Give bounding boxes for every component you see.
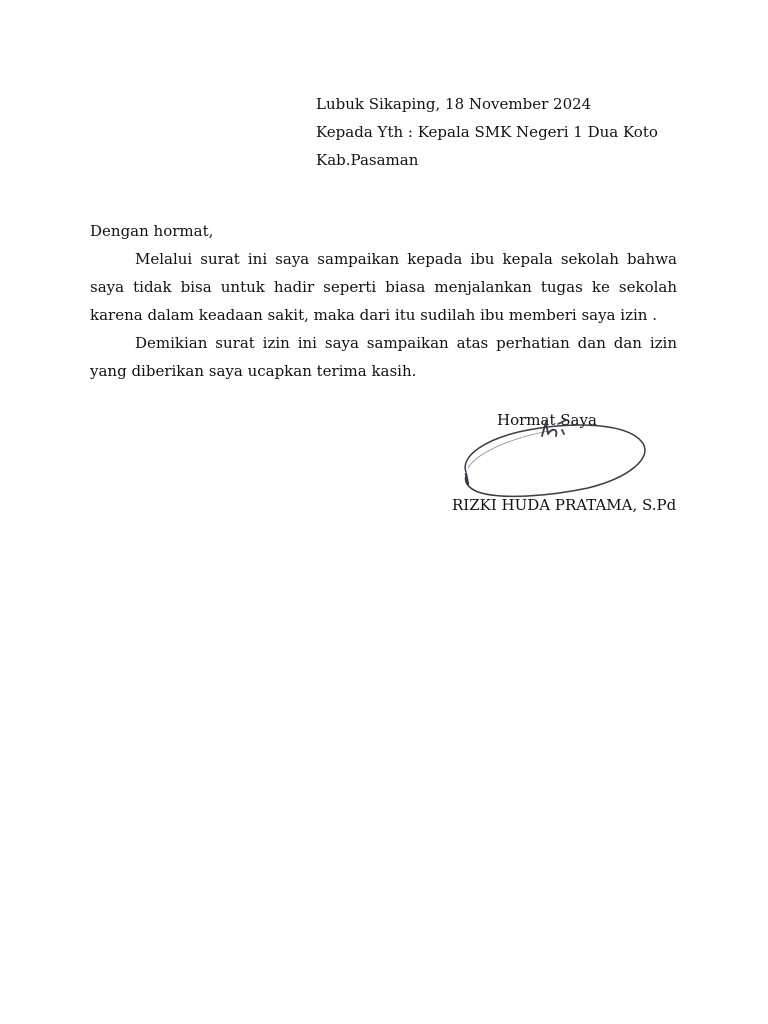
body-paragraph-2: Demikian surat izin ini saya sampaikan atas perhatian dan dan izin yang diberikan saya ucapkan terima kasih. [90, 334, 677, 380]
recipient-location: Kab.Pasaman [316, 151, 419, 169]
recipient: Kepada Yth : Kepala SMK Negeri 1 Dua Koto [316, 123, 658, 141]
letter-header [316, 90, 736, 174]
salutation: Dengan hormat, [90, 222, 214, 240]
place-date: Lubuk Sikaping, 18 November 2024 [316, 95, 592, 113]
signer-name: RIZKI HUDA PRATAMA, S.Pd [452, 496, 677, 514]
closing: Hormat Saya [497, 411, 597, 429]
letter-body [90, 217, 677, 385]
body-paragraph-1: Melalui surat ini saya sampaikan kepada ibu kepala sekolah bahwa saya tidak bisa untuk hadir seperti biasa menjalankan tugas ke sekolah karena dalam keadaan sakit, maka dari itu sudilah ibu memberi saya izin . [90, 250, 677, 324]
